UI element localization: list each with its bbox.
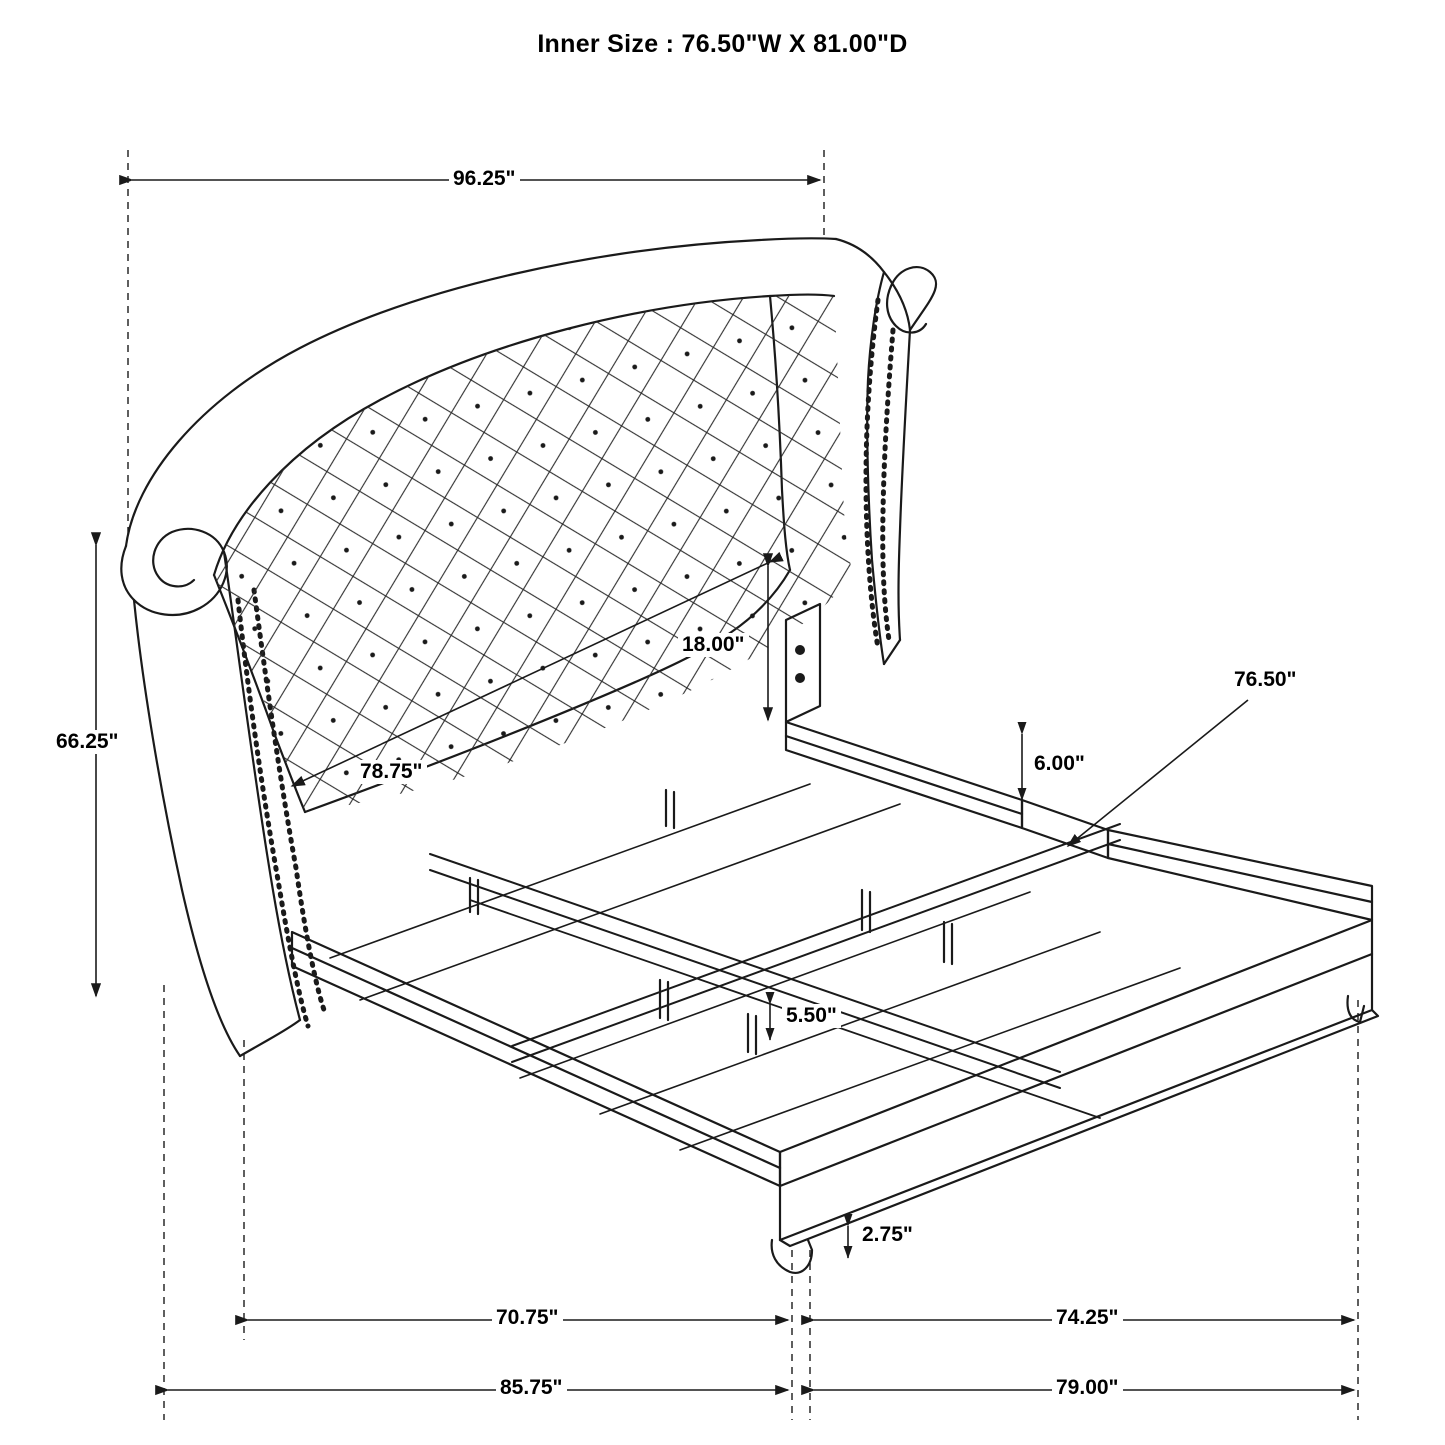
dim-label-height-left: 66.25" bbox=[52, 730, 123, 754]
dim-label-base-left: 85.75" bbox=[496, 1376, 567, 1400]
dim-label-rail-height: 6.00" bbox=[1030, 752, 1089, 776]
tufting-pattern bbox=[59, 162, 961, 933]
dim-label-headboard-width: 78.75" bbox=[356, 760, 427, 784]
dim-label-headboard-clearance: 18.00" bbox=[678, 633, 749, 657]
dim-label-base-right: 79.00" bbox=[1052, 1376, 1123, 1400]
dim-label-depth-left: 70.75" bbox=[492, 1306, 563, 1330]
dim-label-leg-height: 2.75" bbox=[858, 1223, 917, 1247]
dim-label-width-top: 96.25" bbox=[449, 167, 520, 191]
dim-label-depth-right: 74.25" bbox=[1052, 1306, 1123, 1330]
dim-label-mattress-width: 76.50" bbox=[1230, 668, 1301, 692]
dim-label-slat-height: 5.50" bbox=[782, 1004, 841, 1028]
page-title: Inner Size : 76.50"W X 81.00"D bbox=[537, 30, 908, 58]
